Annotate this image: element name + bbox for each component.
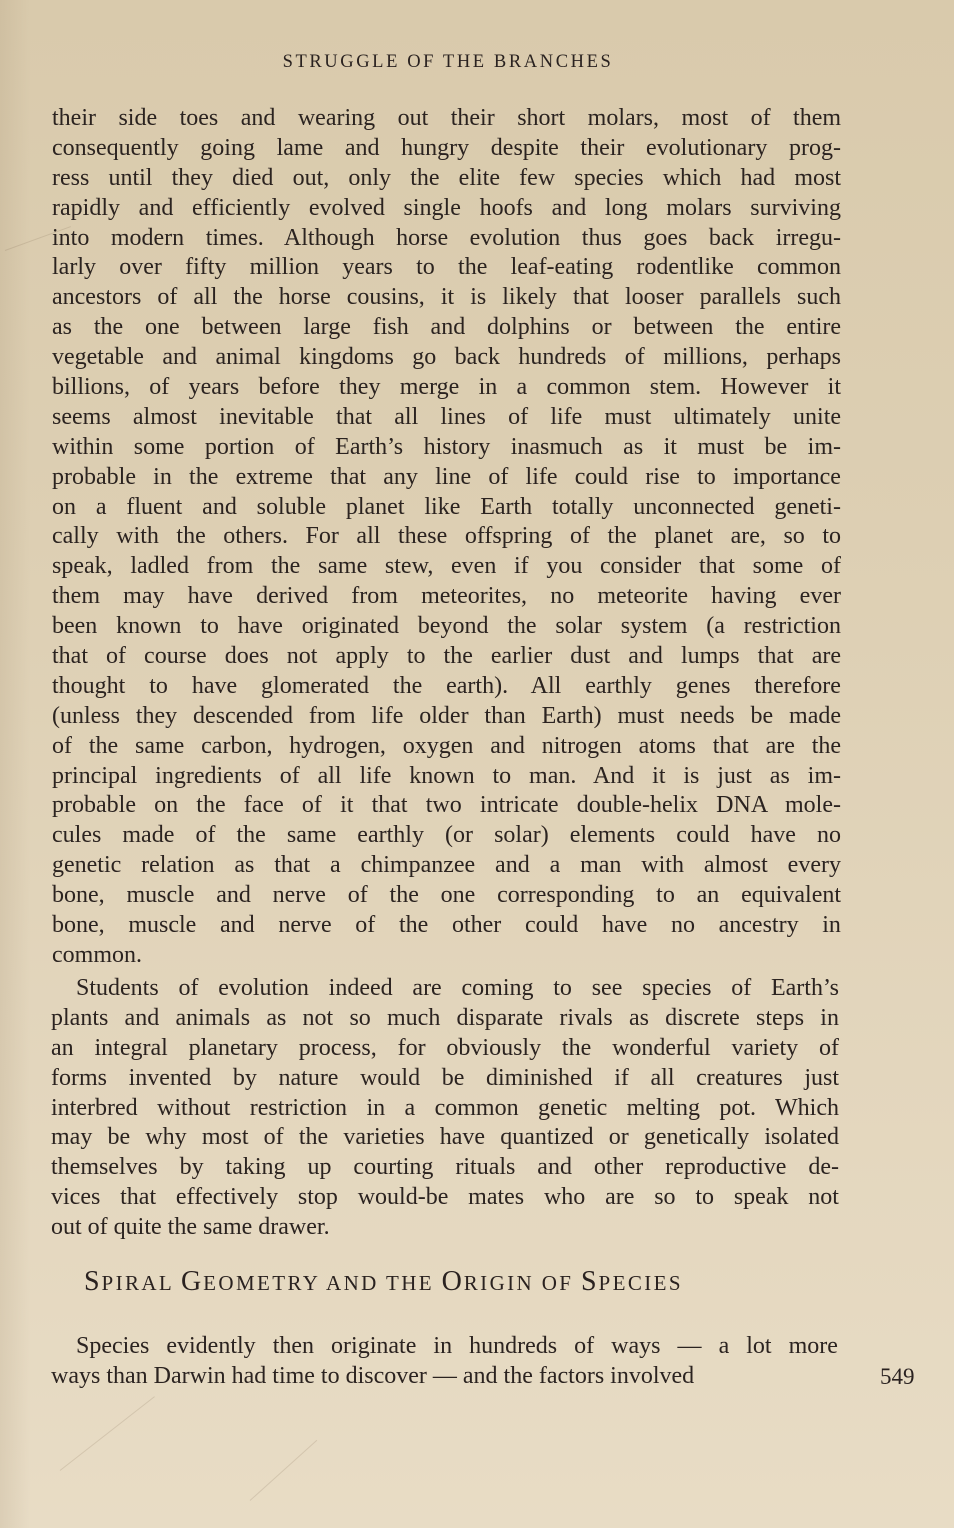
text-line: on a fluent and soluble planet like Earth totally unconnected geneti- bbox=[52, 493, 841, 520]
text-line: thought to have glomerated the earth). All earthly genes therefore bbox=[52, 672, 841, 699]
text-line: into modern times. Although horse evolution thus goes back irregu- bbox=[52, 224, 842, 251]
text-line: plants and animals as not so much disparate rivals as discrete steps in bbox=[51, 1004, 839, 1031]
text-line: genetic relation as that a chimpanzee and a man with almost every bbox=[52, 852, 841, 879]
text-line: been known to have originated beyond the solar system (a restriction bbox=[52, 613, 841, 640]
text-line: forms invented by nature would be diminished if all creatures just bbox=[51, 1064, 840, 1091]
paper-scratch bbox=[60, 1396, 155, 1471]
text-line: of the same carbon, hydrogen, oxygen and nitrogen atoms that are the bbox=[52, 732, 842, 759]
paragraph-1 bbox=[52, 104, 841, 971]
text-line: cally with the others. For all these offspring of the planet are, so to bbox=[52, 523, 842, 550]
heading-small-caps: PIRAL bbox=[101, 1271, 182, 1295]
page-number: 549 bbox=[880, 1364, 915, 1389]
heading-small-caps: EOMETRY AND THE bbox=[203, 1271, 442, 1295]
heading-capital: G bbox=[181, 1266, 204, 1297]
paragraph-3 bbox=[51, 1332, 838, 1392]
text-line: Students of evolution indeed are coming to see species of Earth’s bbox=[76, 975, 839, 1001]
text-line: their side toes and wearing out their short molars, most of them bbox=[52, 105, 842, 131]
heading-capital: S bbox=[84, 1266, 102, 1297]
text-line: vices that effectively stop would-be mates who are so to speak not bbox=[51, 1184, 839, 1211]
text-line: may be why most of the varieties have quantized or genetically isolated bbox=[51, 1124, 839, 1151]
text-line: ancestors of all the horse cousins, it is likely that looser parallels such bbox=[52, 284, 841, 311]
text-line: larly over fifty million years to the leaf-eating rodentlike common bbox=[52, 254, 841, 281]
text-line: that of course does not apply to the earlier dust and lumps that are bbox=[52, 643, 842, 670]
heading-capital: S bbox=[581, 1266, 599, 1297]
text-line: billions, of years before they merge in a common stem. However it bbox=[52, 374, 842, 401]
text-line: bone, muscle and nerve of the other could have no ancestry in bbox=[52, 912, 841, 939]
text-line: speak, ladled from the same stew, even if you consider that some of bbox=[52, 553, 841, 580]
text-line: them may have derived from meteorites, no meteorite having ever bbox=[52, 583, 841, 610]
text-line: (unless they descended from life older than Earth) must needs be made bbox=[52, 702, 842, 729]
text-line: interbred without restriction in a common genetic melting pot. Which bbox=[51, 1094, 839, 1121]
text-line: themselves by taking up courting rituals and other reproductive de- bbox=[51, 1154, 840, 1181]
text-line: an integral planetary process, for obviously the wonderful variety of bbox=[51, 1034, 840, 1061]
text-line: probable on the face of it that two intricate double-helix DNA mole- bbox=[52, 792, 841, 819]
running-head: STRUGGLE OF THE BRANCHES bbox=[282, 52, 614, 72]
text-line: Species evidently then originate in hundreds of ways — a lot more bbox=[76, 1333, 838, 1359]
section-heading bbox=[84, 1266, 808, 1298]
heading-small-caps: PECIES bbox=[598, 1271, 683, 1295]
page-edge-shadow bbox=[0, 0, 30, 1528]
text-line: out of quite the same drawer. bbox=[51, 1214, 330, 1241]
text-line: principal ingredients of all life known to man. And it is just as im- bbox=[52, 762, 842, 789]
text-line: ress until they died out, only the elite few species which had most bbox=[52, 164, 841, 191]
text-line: common. bbox=[52, 941, 142, 968]
heading-capital: O bbox=[441, 1266, 464, 1297]
text-line: as the one between large fish and dolphins or between the entire bbox=[52, 314, 842, 341]
text-line: bone, muscle and nerve of the one corresponding to an equivalent bbox=[52, 882, 842, 909]
paragraph-2 bbox=[51, 974, 839, 1243]
heading-small-caps: RIGIN OF bbox=[463, 1271, 582, 1295]
text-line: probable in the extreme that any line of life could rise to importance bbox=[52, 463, 841, 490]
text-line: consequently going lame and hungry despite their evolutionary prog- bbox=[52, 134, 841, 161]
paper-scratch bbox=[250, 1440, 318, 1501]
text-line: vegetable and animal kingdoms go back hundreds of millions, perhaps bbox=[52, 344, 841, 371]
text-line: seems almost inevitable that all lines of life must ultimately unite bbox=[52, 403, 842, 430]
text-line: cules made of the same earthly (or solar) elements could have no bbox=[52, 822, 841, 849]
text-line: rapidly and efficiently evolved single hoofs and long molars surviving bbox=[52, 194, 841, 221]
text-line: ways than Darwin had time to discover — and the factors involved bbox=[51, 1362, 695, 1389]
text-line: within some portion of Earth’s history inasmuch as it must be im- bbox=[52, 433, 841, 460]
